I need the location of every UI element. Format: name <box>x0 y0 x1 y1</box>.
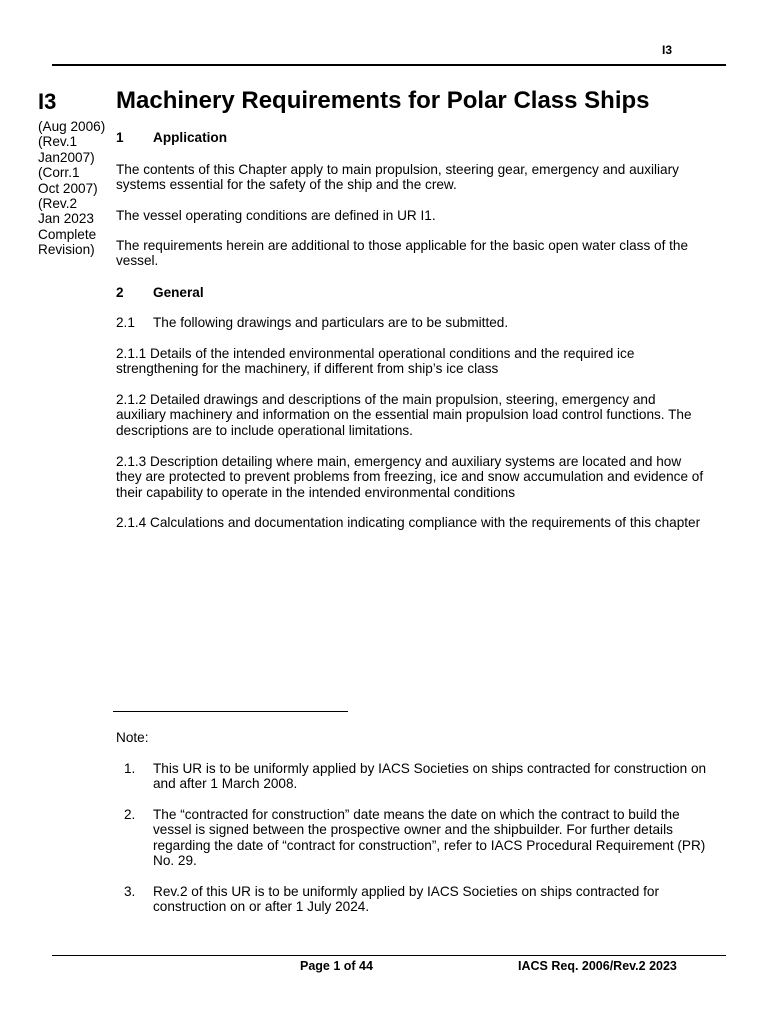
note-label: Note: <box>116 730 149 745</box>
section-1-heading <box>116 130 706 145</box>
note-item <box>116 761 716 792</box>
subsection-2-1 <box>116 315 706 330</box>
history-line: (Rev.1 <box>38 134 78 150</box>
note-item <box>116 807 716 869</box>
note-item <box>116 884 716 915</box>
history-line: Complete <box>38 226 97 242</box>
note-number: 1. <box>124 761 136 776</box>
sidebar-code: I3 <box>38 89 57 114</box>
revision-history <box>38 119 105 258</box>
paragraph: 2.1.4 Calculations and documentation indicating compliance with the requirements of this chapter <box>116 515 701 530</box>
history-line: Jan2007) <box>38 149 95 165</box>
history-line: (Rev.2 <box>38 196 78 212</box>
paragraph: The contents of this Chapter apply to main propulsion, steering gear, emergency and auxiliary systems essential for the safety of the ship and the crew. <box>116 162 679 193</box>
paragraph: 2.1.1 Details of the intended environmental operational conditions and the required ice strengthening for the machinery, if different from ship’s ice class <box>116 346 635 377</box>
paragraph: The vessel operating conditions are defined in UR I1. <box>116 208 436 223</box>
note-text: This UR is to be uniformly applied by IACS Societies on ships contracted for construction on and after 1 March 2008. <box>153 761 707 792</box>
document-reference: IACS Req. 2006/Rev.2 2023 <box>518 959 677 973</box>
section-title: General <box>153 285 204 300</box>
history-line: Jan 2023 <box>38 211 94 227</box>
history-line: (Aug 2006) <box>38 119 106 134</box>
section-number: 2 <box>116 285 124 300</box>
section-title: Application <box>153 130 228 145</box>
header-code: I3 <box>662 43 673 57</box>
subsection-number: 2.1 <box>116 315 135 330</box>
section-2-heading <box>116 285 706 300</box>
note-number: 2. <box>124 807 136 822</box>
paragraph: The requirements herein are additional to those applicable for the basic open water class of the vessel. <box>116 238 689 269</box>
footer-rule <box>52 955 726 956</box>
note-text: The “contracted for construction” date means the date on which the contract to build the vessel is signed between the prospective owner and the shipbuilder. For further details regarding the date of “contract for construction”, refer to IACS Procedural Requirement (PR) No. 29. <box>153 807 706 869</box>
note-number: 3. <box>124 884 136 899</box>
paragraph: 2.1.3 Description detailing where main, emergency and auxiliary systems are located and how they are protected to prevent problems from freezing, ice and snow accumulation and evidence of their capability to operate in the intended environmental conditions <box>116 454 704 500</box>
history-line: Revision) <box>38 242 95 258</box>
section-number: 1 <box>116 130 124 145</box>
paragraph: 2.1.2 Detailed drawings and descriptions of the main propulsion, steering, emergency and auxiliary machinery and information on the essential main propulsion load control functions. The descriptions are to include operational limitations. <box>116 392 692 438</box>
page-title: Machinery Requirements for Polar Class Ships <box>116 87 650 114</box>
history-line: Oct 2007) <box>38 180 98 196</box>
note-text: Rev.2 of this UR is to be uniformly applied by IACS Societies on ships contracted for construction on or after 1 July 2024. <box>153 884 659 915</box>
page-number: Page 1 of 44 <box>300 959 373 973</box>
header-rule <box>52 64 726 66</box>
subsection-text: The following drawings and particulars are to be submitted. <box>153 315 509 330</box>
footnote-divider <box>113 711 348 712</box>
history-line: (Corr.1 <box>38 165 80 181</box>
